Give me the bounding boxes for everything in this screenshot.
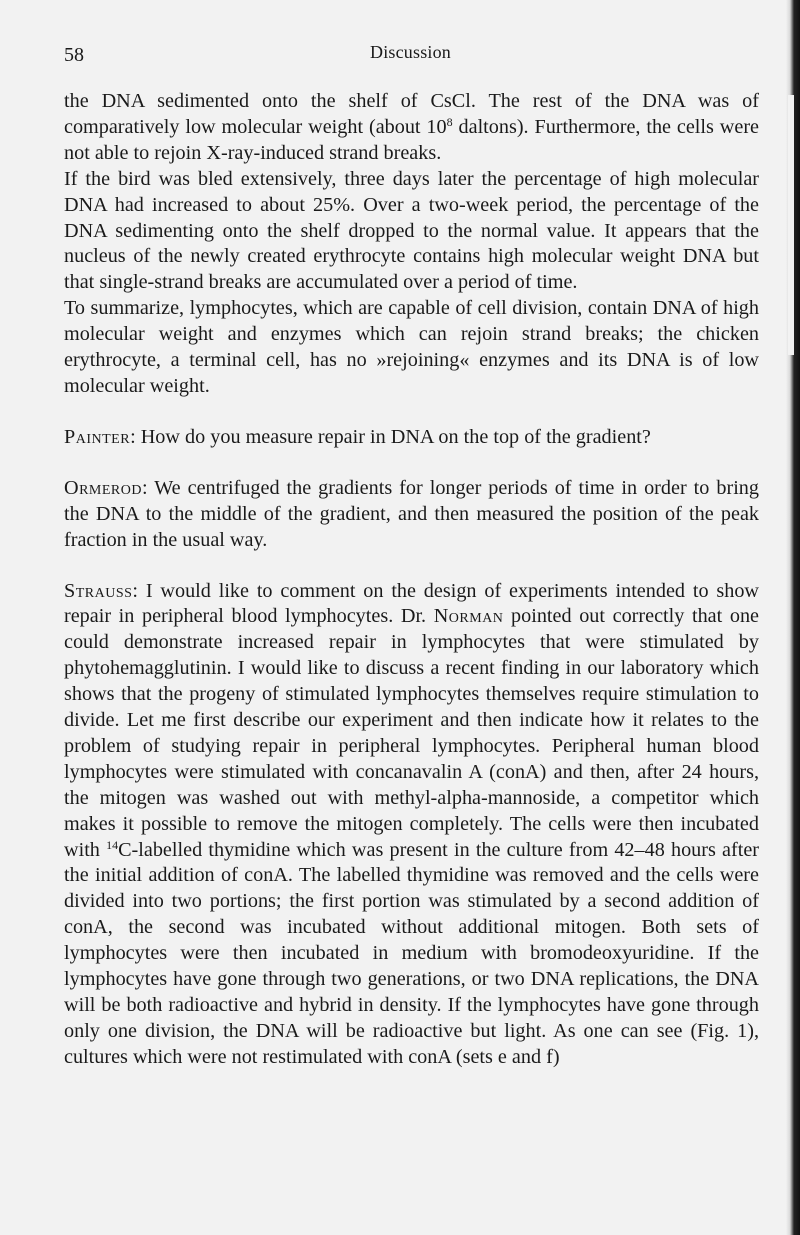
discussion-comment [64, 579, 759, 1071]
speaker-name: Painter [64, 425, 131, 448]
p1-text: the DNA sedimented onto the shelf of CsCl. The rest of the DNA was of comparatively low molecular weight (about 10 [64, 90, 759, 138]
speaker-name: Strauss [64, 579, 133, 602]
page-header [0, 44, 800, 70]
referenced-name: Norman [433, 605, 504, 628]
p1-end-text: daltons). Furthermore, the cells were not able to rejoin X-ray-induced strand breaks. [64, 115, 759, 164]
page-edge-shadow [786, 0, 800, 1235]
superscript: 14 [106, 837, 119, 852]
speech-text: pointed out correctly that one could demonstrate increased repair in lymphocytes that were stimulated by phytohemagglutinin. I would like to discuss a recent finding in our laboratory which shows that the progeny of stimulated lymphocytes themselves require stimulation to divide. Let me first describe our experiment and then indicate how it relates to the problem of studying repair in peripheral lymphocytes. Peripheral human blood lymphocytes were stimulated with concanavalin A (conA) and then, after 24 hours, the mitogen was washed out with methyl-alpha-mannoside, a competitor which makes it possible to remove the mitogen completely. The cells were then incubated with [64, 605, 759, 861]
discussion-question [64, 425, 759, 451]
discussion-answer [64, 476, 759, 554]
paragraph-continued [64, 89, 759, 167]
superscript: 8 [446, 114, 453, 129]
speech-text: : How do you measure repair in DNA on the top of the gradient? [130, 425, 651, 448]
body-text [64, 89, 759, 1071]
running-head: Discussion [370, 42, 452, 62]
speech-text: : We centrifuged the gradients for longer periods of time in order to bring the DNA to the middle of the gradient, and then measured the position of the peak fraction in the usual way. [64, 476, 759, 551]
page-edge-notch [788, 95, 794, 355]
paragraph-bled-bird: If the bird was bled extensively, three days later the percentage of high molecular DNA had increased to about 25%. Over a two-week period, the percentage of the DNA sedimenting onto the shelf dropped to the normal value. It appears that the nucleus of the newly created erythrocyte contains high molecular weight DNA but that single-strand breaks are accumulated over a period of time. [64, 167, 759, 294]
page-number: 58 [64, 44, 84, 66]
speech-text: C-labelled thymidine which was present in the culture from 42–48 hours after the initial addition of conA. The labelled thymidine was removed and the cells were divided into two portions; the first portion was stimulated by a second addition of conA, the second was incubated without additional mitogen. Both sets of lymphocytes were then incubated in medium with bromodeoxyuridine. If the lymphocytes have gone through two generations, or two DNA replications, the DNA will be both radioactive and hybrid in density. If the lymphocytes have gone through only one division, the DNA will be radioactive but light. As one can see (Fig. 1), cultures which were not restimulated with conA (sets e and f) [64, 838, 759, 1068]
speech-text: : I would like to comment on the design of experiments intended to show repair in peripheral blood lymphocytes. Dr. [64, 579, 759, 628]
speaker-name: Ormerod [64, 476, 142, 499]
paragraph-summary: To summarize, lymphocytes, which are capable of cell division, contain DNA of high molecular weight and enzymes which can rejoin strand breaks; the chicken erythrocyte, a terminal cell, has no »rejoining« enzymes and its DNA is of low molecular weight. [64, 297, 759, 397]
